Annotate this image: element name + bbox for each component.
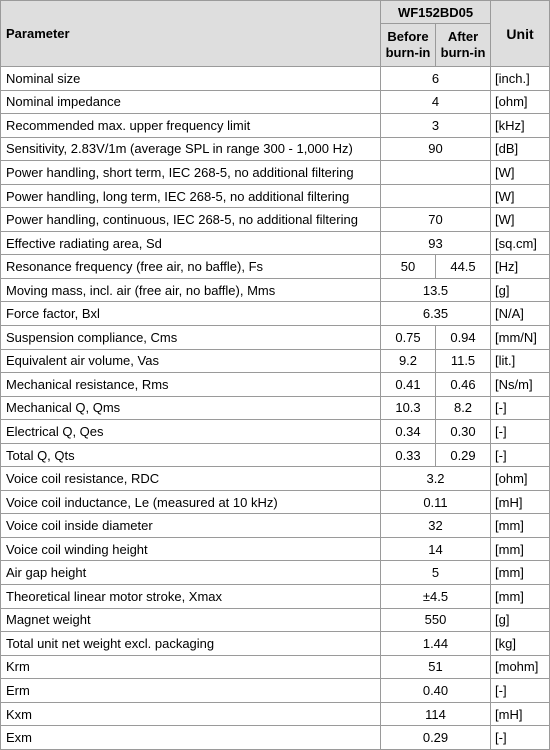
before-burn-in-line2: burn-in bbox=[385, 45, 431, 60]
parameter-cell: Total unit net weight excl. packaging bbox=[1, 632, 381, 656]
unit-cell: [Hz] bbox=[491, 255, 550, 279]
table-row bbox=[1, 632, 550, 656]
value-cell: 1.44 bbox=[381, 632, 491, 656]
parameter-cell: Mechanical resistance, Rms bbox=[1, 373, 381, 397]
before-burn-in-line1: Before bbox=[387, 29, 429, 44]
value-cell: 90 bbox=[381, 137, 491, 161]
table-row bbox=[1, 184, 550, 208]
value-cell: 0.11 bbox=[381, 490, 491, 514]
value-cell: 550 bbox=[381, 608, 491, 632]
unit-cell: [dB] bbox=[491, 137, 550, 161]
parameter-cell: Nominal impedance bbox=[1, 90, 381, 114]
table-row bbox=[1, 467, 550, 491]
parameter-cell: Suspension compliance, Cms bbox=[1, 326, 381, 350]
table-row bbox=[1, 443, 550, 467]
value-cell: 0.29 bbox=[381, 726, 491, 750]
unit-cell: [W] bbox=[491, 208, 550, 232]
after-burn-in-value: 0.46 bbox=[436, 373, 491, 397]
value-cell: 3 bbox=[381, 114, 491, 138]
unit-cell: [-] bbox=[491, 443, 550, 467]
parameter-cell: Electrical Q, Qes bbox=[1, 420, 381, 444]
table-row bbox=[1, 67, 550, 91]
value-cell: 6.35 bbox=[381, 302, 491, 326]
unit-cell: [mm] bbox=[491, 514, 550, 538]
unit-cell: [mm] bbox=[491, 561, 550, 585]
table-row bbox=[1, 514, 550, 538]
parameter-cell: Air gap height bbox=[1, 561, 381, 585]
value-cell: 70 bbox=[381, 208, 491, 232]
table-row bbox=[1, 702, 550, 726]
parameter-cell: Krm bbox=[1, 655, 381, 679]
unit-cell: [g] bbox=[491, 608, 550, 632]
value-cell: 14 bbox=[381, 537, 491, 561]
table-row bbox=[1, 655, 550, 679]
value-cell: 4 bbox=[381, 90, 491, 114]
value-cell: 6 bbox=[381, 67, 491, 91]
table-row bbox=[1, 161, 550, 185]
parameter-cell: Mechanical Q, Qms bbox=[1, 396, 381, 420]
value-cell: 93 bbox=[381, 231, 491, 255]
unit-cell: [kg] bbox=[491, 632, 550, 656]
unit-cell: [ohm] bbox=[491, 90, 550, 114]
after-burn-in-value: 0.30 bbox=[436, 420, 491, 444]
table-row bbox=[1, 420, 550, 444]
table-row bbox=[1, 585, 550, 609]
value-cell: 0.40 bbox=[381, 679, 491, 703]
table-row bbox=[1, 726, 550, 750]
table-row bbox=[1, 114, 550, 138]
unit-cell: [mm] bbox=[491, 585, 550, 609]
value-cell: 114 bbox=[381, 702, 491, 726]
unit-cell: [mm] bbox=[491, 537, 550, 561]
table-row bbox=[1, 137, 550, 161]
value-cell: 32 bbox=[381, 514, 491, 538]
table-row bbox=[1, 679, 550, 703]
parameter-cell: Power handling, long term, IEC 268-5, no additional filtering bbox=[1, 184, 381, 208]
unit-cell: [-] bbox=[491, 679, 550, 703]
unit-header: Unit bbox=[491, 1, 550, 67]
parameter-cell: Voice coil inductance, Le (measured at 10 kHz) bbox=[1, 490, 381, 514]
parameter-cell: Magnet weight bbox=[1, 608, 381, 632]
table-row bbox=[1, 278, 550, 302]
table-row bbox=[1, 208, 550, 232]
table-row bbox=[1, 302, 550, 326]
before-burn-in-value: 0.75 bbox=[381, 326, 436, 350]
model-header: WF152BD05 bbox=[381, 1, 491, 24]
before-burn-in-value: 10.3 bbox=[381, 396, 436, 420]
unit-cell: [Ns/m] bbox=[491, 373, 550, 397]
unit-cell: [N/A] bbox=[491, 302, 550, 326]
parameter-cell: Sensitivity, 2.83V/1m (average SPL in range 300 - 1,000 Hz) bbox=[1, 137, 381, 161]
value-cell bbox=[381, 184, 491, 208]
parameter-cell: Voice coil winding height bbox=[1, 537, 381, 561]
unit-cell: [inch.] bbox=[491, 67, 550, 91]
table-row bbox=[1, 90, 550, 114]
table-body bbox=[1, 67, 550, 750]
value-cell: 13.5 bbox=[381, 278, 491, 302]
unit-cell: [kHz] bbox=[491, 114, 550, 138]
after-burn-in-value: 0.29 bbox=[436, 443, 491, 467]
unit-cell: [-] bbox=[491, 396, 550, 420]
table-row bbox=[1, 561, 550, 585]
after-burn-in-line1: After bbox=[447, 29, 479, 44]
value-cell: ±4.5 bbox=[381, 585, 491, 609]
before-burn-in-value: 0.33 bbox=[381, 443, 436, 467]
unit-cell: [lit.] bbox=[491, 349, 550, 373]
unit-cell: [mH] bbox=[491, 490, 550, 514]
after-burn-in-value: 44.5 bbox=[436, 255, 491, 279]
parameter-cell: Theoretical linear motor stroke, Xmax bbox=[1, 585, 381, 609]
parameter-cell: Power handling, continuous, IEC 268-5, no additional filtering bbox=[1, 208, 381, 232]
value-cell: 3.2 bbox=[381, 467, 491, 491]
table-row bbox=[1, 490, 550, 514]
unit-cell: [-] bbox=[491, 726, 550, 750]
unit-cell: [mohm] bbox=[491, 655, 550, 679]
before-burn-in-value: 9.2 bbox=[381, 349, 436, 373]
after-burn-in-header bbox=[436, 24, 491, 67]
unit-cell: [sq.cm] bbox=[491, 231, 550, 255]
table-row bbox=[1, 396, 550, 420]
value-cell: 5 bbox=[381, 561, 491, 585]
unit-cell: [g] bbox=[491, 278, 550, 302]
parameter-cell: Effective radiating area, Sd bbox=[1, 231, 381, 255]
parameter-cell: Total Q, Qts bbox=[1, 443, 381, 467]
before-burn-in-value: 0.34 bbox=[381, 420, 436, 444]
parameter-cell: Nominal size bbox=[1, 67, 381, 91]
after-burn-in-value: 8.2 bbox=[436, 396, 491, 420]
after-burn-in-value: 11.5 bbox=[436, 349, 491, 373]
unit-cell: [W] bbox=[491, 184, 550, 208]
parameter-cell: Recommended max. upper frequency limit bbox=[1, 114, 381, 138]
unit-cell: [ohm] bbox=[491, 467, 550, 491]
parameter-header: Parameter bbox=[1, 1, 381, 67]
after-burn-in-value: 0.94 bbox=[436, 326, 491, 350]
unit-cell: [W] bbox=[491, 161, 550, 185]
parameter-cell: Erm bbox=[1, 679, 381, 703]
after-burn-in-line2: burn-in bbox=[440, 45, 486, 60]
before-burn-in-header bbox=[381, 24, 436, 67]
before-burn-in-value: 0.41 bbox=[381, 373, 436, 397]
before-burn-in-value: 50 bbox=[381, 255, 436, 279]
unit-cell: [mH] bbox=[491, 702, 550, 726]
parameter-cell: Force factor, Bxl bbox=[1, 302, 381, 326]
unit-cell: [mm/N] bbox=[491, 326, 550, 350]
parameter-cell: Kxm bbox=[1, 702, 381, 726]
table-row bbox=[1, 349, 550, 373]
parameter-cell: Voice coil inside diameter bbox=[1, 514, 381, 538]
value-cell bbox=[381, 161, 491, 185]
parameter-cell: Equivalent air volume, Vas bbox=[1, 349, 381, 373]
parameter-cell: Voice coil resistance, RDC bbox=[1, 467, 381, 491]
table-header bbox=[1, 1, 550, 67]
value-cell: 51 bbox=[381, 655, 491, 679]
unit-cell: [-] bbox=[491, 420, 550, 444]
table-row bbox=[1, 231, 550, 255]
table-row bbox=[1, 326, 550, 350]
parameter-cell: Moving mass, incl. air (free air, no baffle), Mms bbox=[1, 278, 381, 302]
table-row bbox=[1, 373, 550, 397]
parameter-cell: Exm bbox=[1, 726, 381, 750]
table-row bbox=[1, 255, 550, 279]
table-row bbox=[1, 608, 550, 632]
parameter-cell: Resonance frequency (free air, no baffle), Fs bbox=[1, 255, 381, 279]
table-row bbox=[1, 537, 550, 561]
parameter-cell: Power handling, short term, IEC 268-5, no additional filtering bbox=[1, 161, 381, 185]
